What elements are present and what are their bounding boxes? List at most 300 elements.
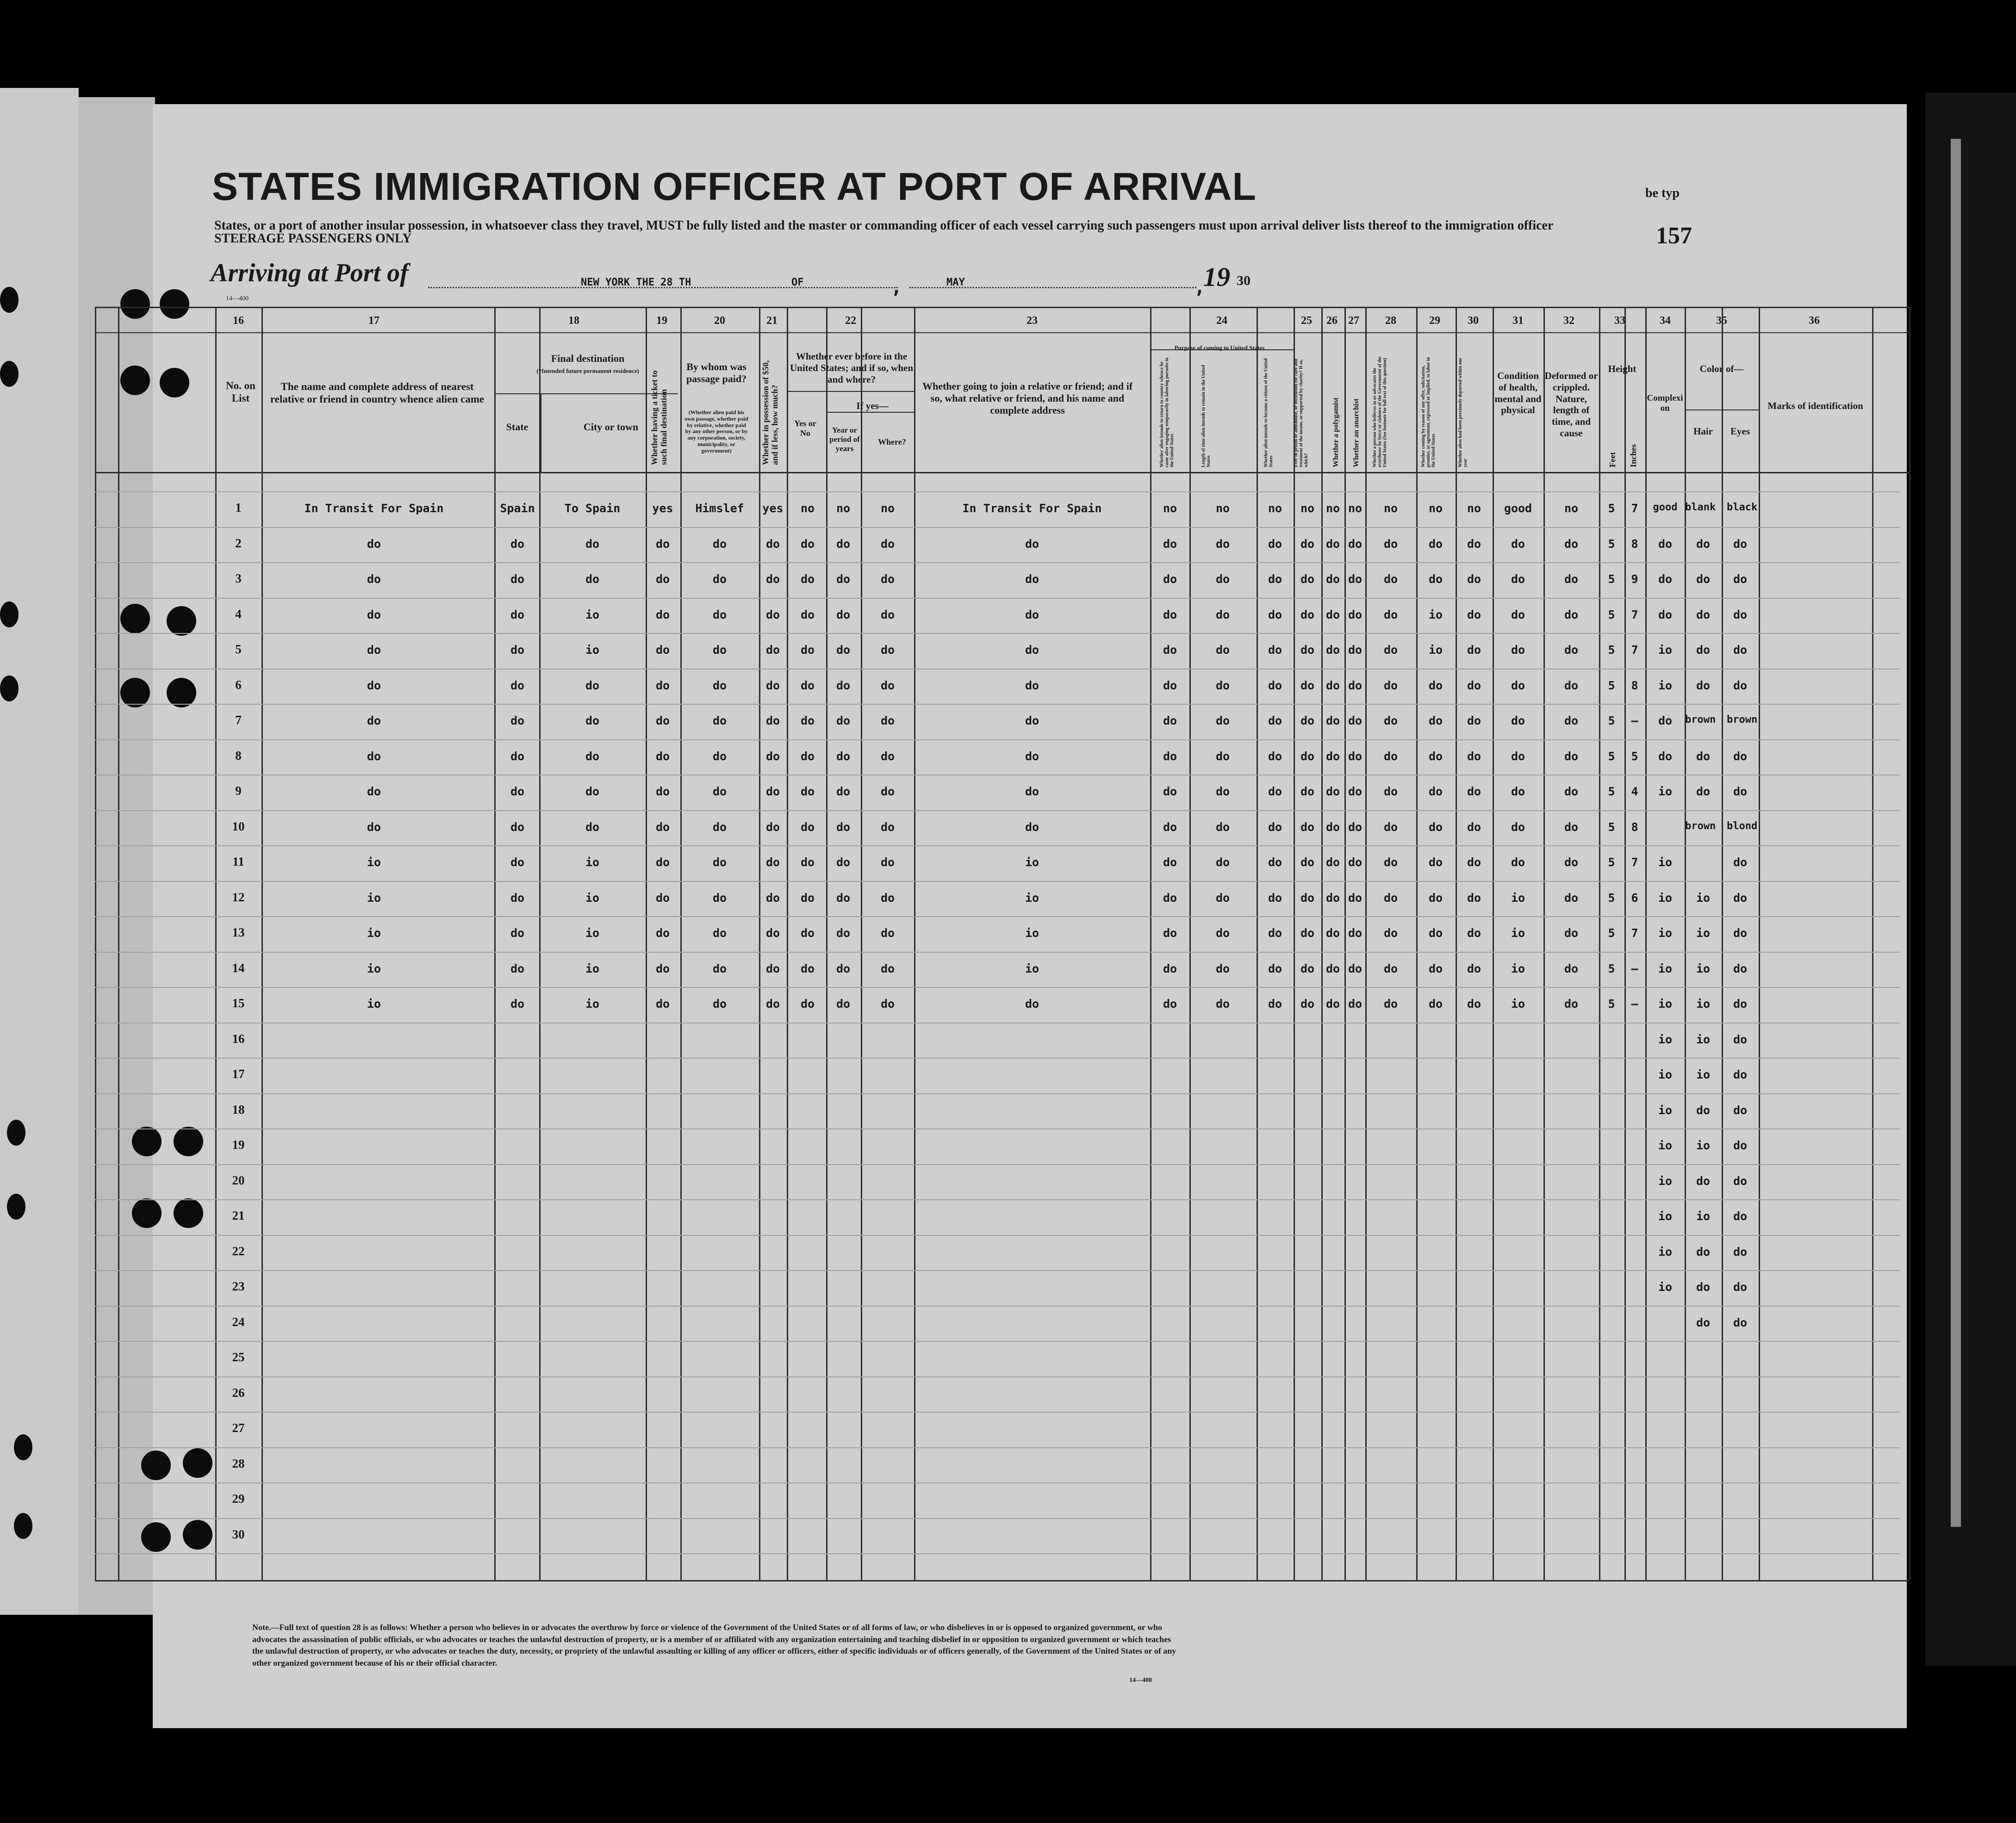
header-state: State <box>506 421 529 433</box>
cell-eyes: do <box>1733 608 1748 621</box>
binding-hole <box>7 1194 25 1220</box>
header-year: Year or period of years <box>829 426 860 453</box>
cell-state: do <box>510 643 525 657</box>
cell-ticket: do <box>655 749 670 763</box>
row-number: 21 <box>232 1209 245 1222</box>
cell-c25: do <box>1300 572 1315 586</box>
cell-c30: do <box>1467 537 1481 551</box>
header-eyes: Eyes <box>1730 426 1750 437</box>
cell-money: do <box>765 785 780 798</box>
cell-ticket: do <box>655 891 670 905</box>
cell-deformed: do <box>1564 749 1579 763</box>
cell-hair: do <box>1696 572 1711 586</box>
cell-ticket: do <box>655 608 670 621</box>
cell-hair: io <box>1696 1139 1711 1152</box>
cell-join: do <box>1025 997 1039 1011</box>
cell-feet: 5 <box>1608 643 1615 657</box>
cell-c26: do <box>1325 643 1340 657</box>
subheader-divider <box>1722 409 1723 472</box>
cell-inches: 7 <box>1631 856 1638 869</box>
cell-inches: 7 <box>1631 502 1638 515</box>
cell-feet: 5 <box>1608 572 1615 586</box>
table-top-border <box>95 307 1909 308</box>
column-divider <box>1722 307 1723 1580</box>
cell-eyes: do <box>1733 1209 1748 1223</box>
row-number: 19 <box>232 1138 245 1152</box>
cell-p1: do <box>1163 608 1177 621</box>
header-c21: Whether in possession of $50, and if less, how much? <box>761 360 779 465</box>
cell-where: do <box>880 643 895 657</box>
cell-where: do <box>880 961 895 975</box>
cell-feet: 5 <box>1608 891 1615 905</box>
cell-c25: do <box>1300 997 1315 1011</box>
page-title: STATES IMMIGRATION OFFICER AT PORT OF ARRIVAL <box>212 165 1257 208</box>
cell-c26: do <box>1325 891 1340 905</box>
cell-year: do <box>836 537 851 551</box>
cell-yn: do <box>800 926 815 940</box>
row-number: 2 <box>235 536 242 550</box>
cell-p1: do <box>1163 856 1177 869</box>
column-divider <box>95 307 96 1580</box>
cell-complexion: io <box>1658 997 1673 1011</box>
cell-feet: 5 <box>1608 997 1615 1011</box>
cell-year: do <box>836 643 851 657</box>
column-number: 17 <box>368 315 380 327</box>
cell-feet: 5 <box>1608 961 1615 975</box>
cell-c29: do <box>1428 891 1443 905</box>
cell-ticket: do <box>655 572 670 586</box>
cell-state: do <box>510 856 525 869</box>
cell-yn: do <box>800 785 815 798</box>
right-page-edge <box>1925 93 2016 1666</box>
column-divider <box>1645 307 1647 1580</box>
header-c17: The name and complete address of nearest relative or friend in country whence alien came <box>270 381 485 405</box>
row-rule <box>95 810 1900 811</box>
cell-complexion: io <box>1658 856 1673 869</box>
cell-c26: no <box>1325 502 1340 515</box>
cell-state: do <box>510 961 525 975</box>
row-number: 7 <box>235 713 242 727</box>
binding-hole <box>120 604 150 633</box>
cell-eyes: do <box>1733 572 1748 586</box>
header-c25: Ever in prison or almshouse, or institution for care and treatment of the insane, or supported by charity? If so, which? <box>1294 359 1309 467</box>
cell-health: io <box>1511 997 1525 1011</box>
cell-c25: do <box>1300 926 1315 940</box>
row-rule <box>95 1058 1900 1059</box>
column-divider <box>1759 307 1760 1580</box>
cell-p2: do <box>1215 997 1230 1011</box>
header-c33: Height <box>1608 363 1636 374</box>
cell-c26: do <box>1325 749 1340 763</box>
cell-c25: do <box>1300 714 1315 727</box>
cell-c25: do <box>1300 785 1315 798</box>
cell-c30: do <box>1467 572 1481 586</box>
cell-money: do <box>765 856 780 869</box>
cell-p2: do <box>1215 537 1230 551</box>
subheader-divider <box>787 391 914 392</box>
cell-money: do <box>765 678 780 692</box>
cell-inches: 8 <box>1631 537 1638 551</box>
cell-c26: do <box>1325 537 1340 551</box>
cell-p3: do <box>1268 997 1282 1011</box>
cell-state: do <box>510 537 525 551</box>
cell-c29: do <box>1428 572 1443 586</box>
cell-inches: – <box>1631 961 1638 975</box>
header-c22: Whether ever before in the United States; and if so, when and where? <box>790 351 914 385</box>
row-rule <box>95 562 1900 563</box>
column-number: 23 <box>1027 315 1038 327</box>
cell-paid: do <box>712 891 727 905</box>
cell-state: do <box>510 608 525 621</box>
row-number: 27 <box>232 1421 245 1435</box>
row-number: 4 <box>235 607 242 621</box>
cell-p3: do <box>1268 643 1282 657</box>
cell-c29: do <box>1428 537 1443 551</box>
cell-eyes: blond <box>1727 820 1758 832</box>
cell-money: do <box>765 961 780 975</box>
cell-yn: do <box>800 643 815 657</box>
cell-year: do <box>836 961 851 975</box>
row-rule <box>95 598 1900 599</box>
cell-hair: do <box>1696 678 1711 692</box>
column-divider <box>1685 307 1686 1580</box>
cell-c29: do <box>1428 961 1443 975</box>
header-c18: Final destination <box>551 353 625 364</box>
left-adjacent-page <box>0 88 79 1615</box>
cell-state: Spain <box>500 502 535 515</box>
of-value: OF <box>791 277 804 288</box>
row-rule <box>95 1199 1900 1200</box>
cell-c28: do <box>1383 926 1398 940</box>
cell-where: do <box>880 572 895 586</box>
row-rule <box>95 845 1900 846</box>
cell-c25: do <box>1300 537 1315 551</box>
row-rule <box>95 1270 1900 1271</box>
cell-feet: 5 <box>1608 537 1615 551</box>
cell-ticket: do <box>655 678 670 692</box>
cell-c30: do <box>1467 961 1481 975</box>
cell-hair: do <box>1696 1315 1711 1329</box>
cell-p3: do <box>1268 820 1282 834</box>
header-no-on-list: No. on List <box>226 380 255 404</box>
cell-ticket: yes <box>652 502 673 515</box>
cell-health: do <box>1511 714 1525 727</box>
cell-health: do <box>1511 678 1525 692</box>
cell-where: do <box>880 714 895 727</box>
form-number-bottom: 14—400 <box>1129 1677 1152 1684</box>
binding-hole <box>120 289 150 319</box>
year-suffix: 30 <box>1237 273 1251 288</box>
cell-year: do <box>836 608 851 621</box>
cell-yn: do <box>800 608 815 621</box>
cell-c25: do <box>1300 643 1315 657</box>
cell-c26: do <box>1325 572 1340 586</box>
cell-city: do <box>585 820 600 834</box>
row-number: 25 <box>232 1350 245 1364</box>
row-number: 18 <box>232 1102 245 1116</box>
cell-p1: do <box>1163 785 1177 798</box>
column-divider <box>1599 307 1600 1580</box>
cell-yn: do <box>800 891 815 905</box>
cell-paid: do <box>712 643 727 657</box>
column-divider <box>1493 307 1494 1580</box>
cell-yn: do <box>800 714 815 727</box>
row-number: 16 <box>232 1031 245 1046</box>
row-rule <box>95 633 1900 634</box>
column-divider <box>1321 307 1323 1580</box>
cell-yn: do <box>800 820 815 834</box>
cell-join: io <box>1025 926 1039 940</box>
header-c27: Whether an anarchist <box>1352 398 1360 467</box>
cell-c17: do <box>367 785 381 798</box>
cell-c30: do <box>1467 856 1481 869</box>
cell-join: do <box>1025 749 1039 763</box>
header-c24c: Whether alien intends to become a citizen of the United States <box>1263 358 1274 467</box>
cell-city: do <box>585 785 600 798</box>
cell-eyes: do <box>1733 1245 1748 1259</box>
row-number: 24 <box>232 1315 245 1329</box>
cell-hair: io <box>1696 1068 1711 1081</box>
column-divider <box>1257 307 1258 1580</box>
cell-where: do <box>880 537 895 551</box>
header-hair: Hair <box>1693 426 1713 437</box>
cell-c25: do <box>1300 961 1315 975</box>
column-number: 19 <box>656 315 667 327</box>
cell-p3: do <box>1268 678 1282 692</box>
cell-p2: do <box>1215 749 1230 763</box>
row-number: 30 <box>232 1527 245 1541</box>
cell-c30: do <box>1467 997 1481 1011</box>
binding-hole <box>167 678 196 707</box>
cell-p1: do <box>1163 537 1177 551</box>
cell-yn: do <box>800 961 815 975</box>
cell-city: io <box>585 856 600 869</box>
header-bottom-border <box>95 472 1909 473</box>
cell-p2: do <box>1215 961 1230 975</box>
binding-hole <box>14 1434 32 1460</box>
row-rule <box>95 1341 1900 1342</box>
cell-c25: do <box>1300 891 1315 905</box>
cell-ticket: do <box>655 997 670 1011</box>
cell-inches: 9 <box>1631 572 1638 586</box>
cell-paid: do <box>712 678 727 692</box>
cell-c30: do <box>1467 608 1481 621</box>
cell-p3: do <box>1268 856 1282 869</box>
header-where: Where? <box>878 437 906 446</box>
cell-eyes: do <box>1733 1280 1748 1294</box>
cell-c17: io <box>367 926 381 940</box>
cell-health: do <box>1511 608 1525 621</box>
cell-join: io <box>1025 961 1039 975</box>
cell-c27: no <box>1348 502 1363 515</box>
cell-join: io <box>1025 891 1039 905</box>
cell-c17: do <box>367 749 381 763</box>
year-prefix: 19 <box>1203 262 1230 292</box>
cell-c28: do <box>1383 678 1398 692</box>
header-c35: Color of— <box>1699 363 1744 374</box>
column-divider <box>1543 307 1545 1580</box>
column-number: 21 <box>766 315 778 327</box>
cell-c29: no <box>1428 502 1443 515</box>
cell-state: do <box>510 678 525 692</box>
column-number: 27 <box>1348 315 1359 327</box>
column-divider <box>1344 307 1346 1580</box>
cell-c27: do <box>1348 749 1363 763</box>
cell-p3: do <box>1268 926 1282 940</box>
header-c20: By whom was passage paid? <box>686 361 747 384</box>
cell-complexion: io <box>1658 1209 1673 1223</box>
cell-p2: do <box>1215 608 1230 621</box>
column-number: 16 <box>233 315 244 327</box>
row-number: 17 <box>232 1067 245 1081</box>
binding-hole <box>120 366 150 395</box>
cell-join: do <box>1025 608 1039 621</box>
cell-hair: do <box>1696 1174 1711 1188</box>
row-rule <box>95 491 1900 492</box>
column-divider <box>759 307 760 1580</box>
binding-hole <box>183 1448 212 1478</box>
header-c34: Complexion <box>1647 393 1683 414</box>
cell-p2: do <box>1215 572 1230 586</box>
port-value: NEW YORK THE 28 TH <box>581 277 691 288</box>
arriving-label: Arriving at Port of <box>211 259 409 287</box>
column-divider <box>1294 307 1295 1580</box>
cell-c26: do <box>1325 820 1340 834</box>
cell-paid: do <box>712 749 727 763</box>
cell-p3: do <box>1268 572 1282 586</box>
cell-hair: do <box>1696 749 1711 763</box>
cell-c28: do <box>1383 891 1398 905</box>
cell-c27: do <box>1348 926 1363 940</box>
cell-paid: Himslef <box>695 502 744 515</box>
cell-eyes: do <box>1733 961 1748 975</box>
cell-health: do <box>1511 537 1525 551</box>
column-divider <box>680 307 682 1580</box>
binding-hole <box>7 1120 25 1146</box>
cell-paid: do <box>712 820 727 834</box>
column-divider <box>1189 307 1191 1580</box>
header-c18-note: (*Intended future permanent residence) <box>536 367 639 374</box>
row-number: 28 <box>232 1456 245 1470</box>
cell-paid: do <box>712 537 727 551</box>
cell-complexion: io <box>1658 1139 1673 1152</box>
cell-state: do <box>510 926 525 940</box>
cell-deformed: do <box>1564 714 1579 727</box>
cell-city: do <box>585 714 600 727</box>
cell-p3: do <box>1268 608 1282 621</box>
cell-feet: 5 <box>1608 608 1615 621</box>
cell-c30: do <box>1467 820 1481 834</box>
cell-year: do <box>836 714 851 727</box>
cell-where: do <box>880 785 895 798</box>
row-rule <box>95 1235 1900 1236</box>
cell-c29: do <box>1428 926 1443 940</box>
column-divider <box>261 307 263 1580</box>
cell-c26: do <box>1325 678 1340 692</box>
comma: , <box>891 277 902 298</box>
cell-deformed: do <box>1564 608 1579 621</box>
cell-yn: do <box>800 856 815 869</box>
cell-c26: do <box>1325 608 1340 621</box>
row-number: 20 <box>232 1173 245 1187</box>
cell-eyes: do <box>1733 1032 1748 1046</box>
cell-c28: do <box>1383 997 1398 1011</box>
header-c24: Purpose of coming to United States <box>1174 344 1265 351</box>
cell-p3: do <box>1268 891 1282 905</box>
cell-eyes: do <box>1733 643 1748 657</box>
cell-hair: io <box>1696 926 1711 940</box>
cell-join: do <box>1025 785 1039 798</box>
steerage-line: STEERAGE PASSENGERS ONLY <box>214 231 412 246</box>
cell-complexion: io <box>1658 678 1673 692</box>
cell-paid: do <box>712 926 727 940</box>
cell-hair: do <box>1696 537 1711 551</box>
cell-deformed: do <box>1564 997 1579 1011</box>
page-number: 157 <box>1656 223 1692 249</box>
cell-year: do <box>836 997 851 1011</box>
cell-c25: do <box>1300 678 1315 692</box>
column-divider <box>1150 307 1151 1580</box>
header-c30: Whether alien had been previously deported within one year <box>1458 358 1468 467</box>
cell-p1: do <box>1163 749 1177 763</box>
cell-year: do <box>836 891 851 905</box>
binding-hole <box>14 1513 32 1539</box>
cell-complexion: io <box>1658 1245 1673 1259</box>
header-city: City or town <box>583 421 639 433</box>
column-divider <box>494 307 496 1580</box>
subheader-divider <box>826 412 914 413</box>
cell-c30: do <box>1467 714 1481 727</box>
cell-complexion: io <box>1658 1103 1673 1117</box>
cell-c25: do <box>1300 856 1315 869</box>
cell-complexion: io <box>1658 643 1673 657</box>
cell-state: do <box>510 749 525 763</box>
cell-c26: do <box>1325 926 1340 940</box>
cell-paid: do <box>712 608 727 621</box>
header-c20-note: (Whether alien paid his own passage, whether paid by relative, whether paid by any other person, or by any corporation, society, municipality, or government) <box>684 409 748 454</box>
cell-deformed: do <box>1564 643 1579 657</box>
cell-c27: do <box>1348 891 1363 905</box>
cell-inches: – <box>1631 997 1638 1011</box>
cell-money: do <box>765 608 780 621</box>
cell-c28: do <box>1383 961 1398 975</box>
cell-c30: do <box>1467 891 1481 905</box>
month-value: MAY <box>946 277 965 288</box>
cell-year: no <box>836 502 851 515</box>
cell-c17: do <box>367 820 381 834</box>
cell-feet: 5 <box>1608 926 1615 940</box>
cell-health: io <box>1511 891 1525 905</box>
cell-c25: do <box>1300 820 1315 834</box>
cell-c28: no <box>1383 502 1398 515</box>
cell-eyes: do <box>1733 785 1748 798</box>
cell-c28: do <box>1383 608 1398 621</box>
cell-paid: do <box>712 785 727 798</box>
cell-c25: do <box>1300 749 1315 763</box>
cell-where: do <box>880 678 895 692</box>
cell-money: do <box>765 714 780 727</box>
cell-health: do <box>1511 749 1525 763</box>
row-number: 12 <box>232 890 245 904</box>
header-c19: Whether having a ticket to such final destination <box>650 370 668 465</box>
cell-deformed: do <box>1564 891 1579 905</box>
header-inches: Inches <box>1629 444 1638 467</box>
cell-feet: 5 <box>1608 714 1615 727</box>
row-rule <box>95 916 1900 917</box>
cell-eyes: do <box>1733 926 1748 940</box>
cell-inches: 6 <box>1631 891 1638 905</box>
column-number: 28 <box>1385 315 1396 327</box>
